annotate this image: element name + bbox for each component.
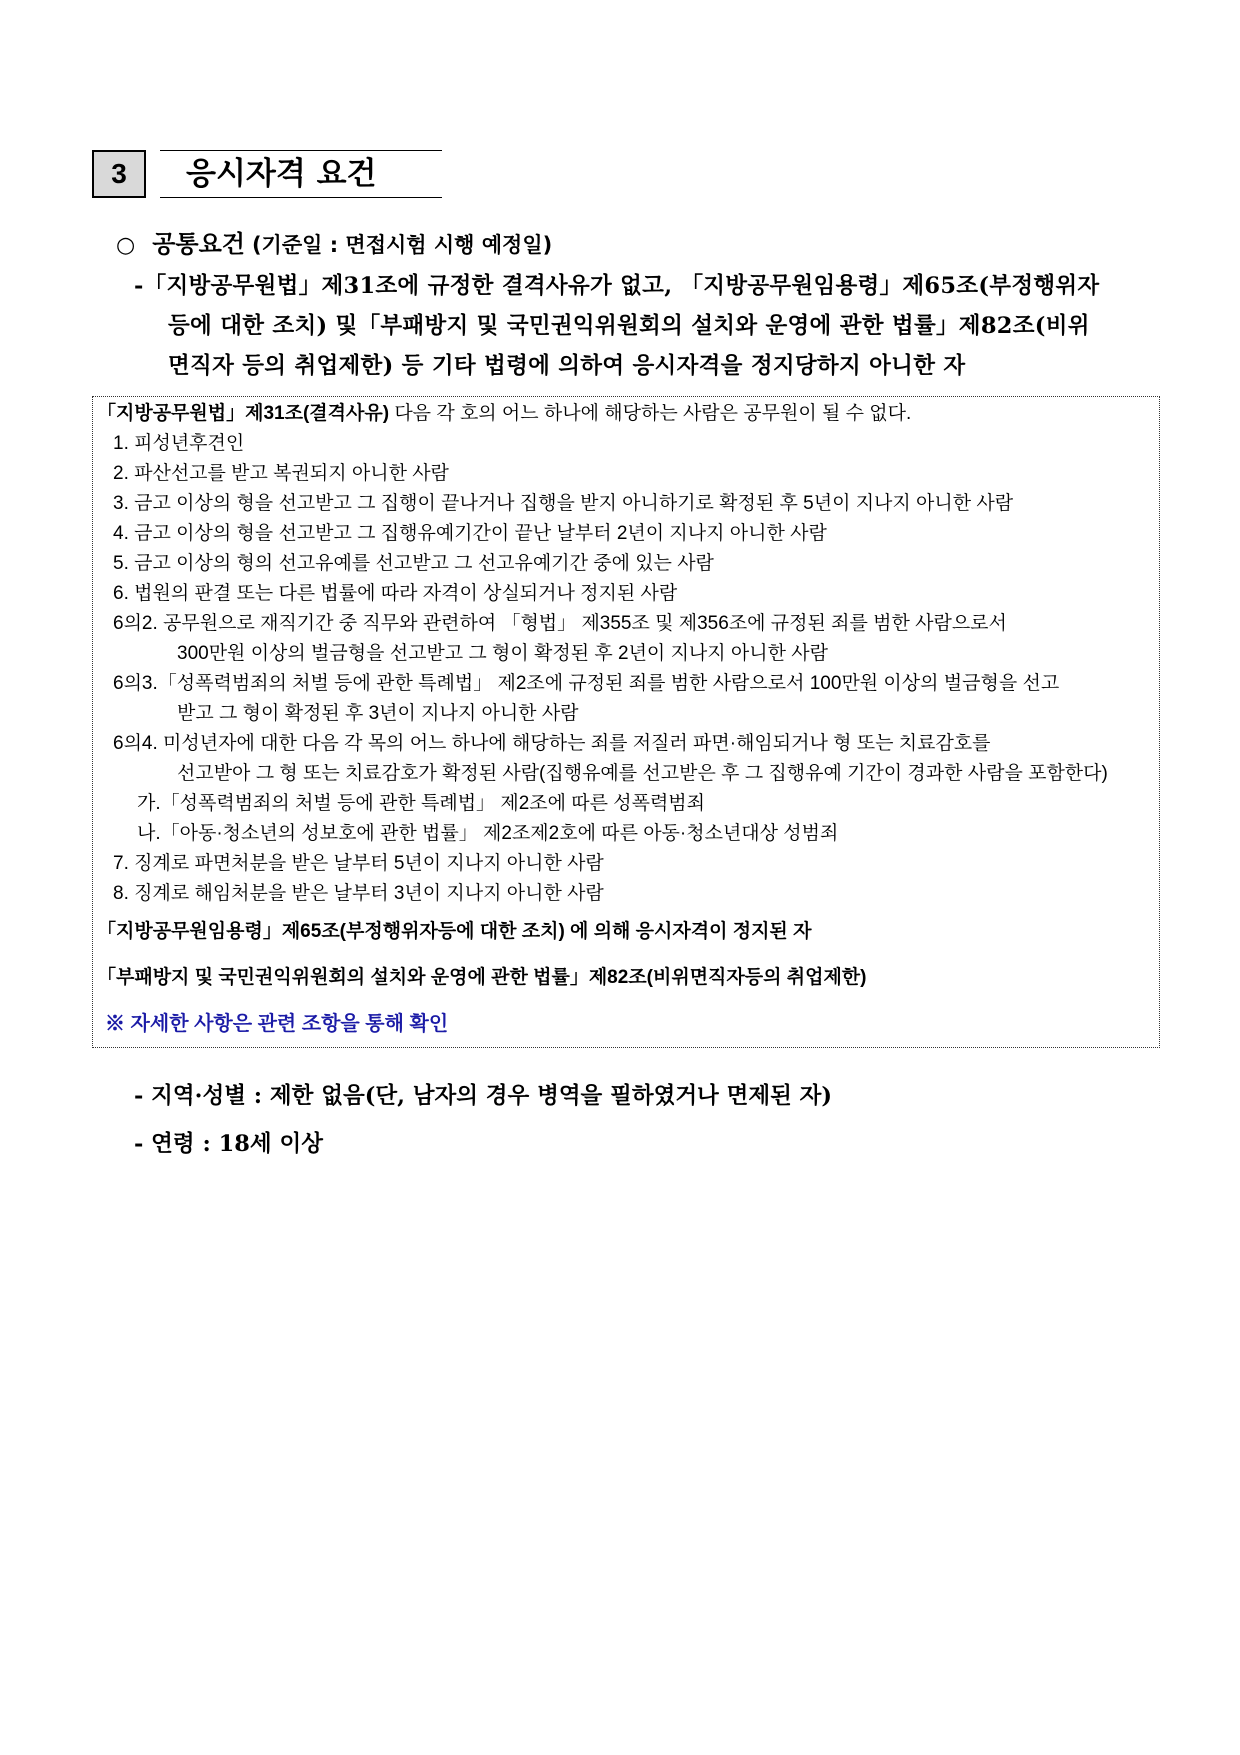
law-item-continuation: 300만원 이상의 벌금형을 선고받고 그 형이 확정된 후 2년이 지나지 아니한 사람 (177, 643, 828, 664)
law-item-continuation: 받고 그 형이 확정된 후 3년이 지나지 아니한 사람 (177, 703, 579, 724)
law-item-continuation: 선고받아 그 형 또는 치료감호가 확정된 사람(집행유예를 선고받은 후 그 집행유예 기간이 경과한 사람을 포함한다) (177, 763, 1108, 784)
law-item: 6의2. 공무원으로 재직기간 중 직무와 관련하여 「형법」 제355조 및 제356조에 규정된 죄를 범한 사람으로서 (113, 613, 1007, 634)
common-desc-line-3: 면직자 등의 취업제한) 등 기타 법령에 의하여 응시자격을 정지당하지 아니한 자 (168, 353, 966, 379)
law-item: 1. 피성년후견인 (113, 433, 245, 454)
law-item: 4. 금고 이상의 형을 선고받고 그 집행유예기간이 끝난 날부터 2년이 지나지 아니한 사람 (113, 523, 827, 544)
law-note: ※ 자세한 사항은 관련 조항을 통해 확인 (105, 1013, 449, 1035)
law-extra-anticorruption: 「부패방지 및 국민권익위원회의 설치와 운영에 관한 법률」제82조(비위면직자등의 취업제한) (97, 967, 867, 988)
law-header (97, 399, 911, 429)
law-item: 6의4. 미성년자에 대한 다음 각 목의 어느 하나에 해당하는 죄를 저질러 파면·해임되거나 형 또는 치료감호를 (113, 733, 991, 754)
age-requirement: - 연령 : 18세 이상 (134, 1131, 323, 1157)
law-subitem: 나.「아동·청소년의 성보호에 관한 법률」 제2조제2호에 따른 아동·청소년대상 성범죄 (137, 823, 839, 844)
common-requirements-heading (116, 224, 552, 259)
law-item: 2. 파산선고를 받고 복권되지 아니한 사람 (113, 463, 449, 484)
law-item: 3. 금고 이상의 형을 선고받고 그 집행이 끝나거나 집행을 받지 아니하기로 확정된 후 5년이 지나지 아니한 사람 (113, 493, 1014, 514)
law-item: 6의3.「성폭력범죄의 처벌 등에 관한 특례법」 제2조에 규정된 죄를 범한 사람으로서 100만원 이상의 벌금형을 선고 (113, 673, 1060, 694)
law-item: 8. 징계로 해임처분을 받은 날부터 3년이 지나지 아니한 사람 (113, 883, 604, 904)
law-item: 5. 금고 이상의 형의 선고유예를 선고받고 그 선고유예기간 중에 있는 사람 (113, 553, 714, 574)
common-requirements-criteria: (기준일 : 면접시험 시행 예정일) (251, 233, 553, 257)
law-subitem: 가.「성폭력범죄의 처벌 등에 관한 특례법」 제2조에 따른 성폭력범죄 (137, 793, 706, 814)
law-item: 6. 법원의 판결 또는 다른 법률에 따라 자격이 상실되거나 정지된 사람 (113, 583, 678, 604)
region-gender-requirement: - 지역·성별 : 제한 없음(단, 남자의 경우 병역을 필하였거나 면제된 자) (134, 1083, 833, 1109)
law-excerpt-box (92, 396, 1160, 1048)
law-item: 7. 징계로 파면처분을 받은 날부터 5년이 지나지 아니한 사람 (113, 853, 604, 874)
common-requirements-label: 공통요건 (152, 230, 245, 258)
section-title: 응시자격 요건 (160, 150, 442, 198)
section-header (92, 150, 442, 202)
common-desc-line-2: 등에 대한 조치) 및「부패방지 및 국민권익위원회의 설치와 운영에 관한 법률」제82조(비위 (168, 313, 1090, 339)
law-header-text: 다음 각 호의 어느 하나에 해당하는 사람은 공무원이 될 수 없다. (389, 403, 912, 424)
law-extra-decree: 「지방공무원임용령」제65조(부정행위자등에 대한 조치) 에 의해 응시자격이 정지된 자 (97, 921, 812, 942)
circle-bullet-icon: ○ (116, 233, 136, 258)
section-number: 3 (92, 150, 146, 198)
common-desc-line-1: -「지방공무원법」제31조에 규정한 결격사유가 없고, 「지방공무원임용령」제65조(부정행위자 (134, 273, 1100, 299)
law-header-title: 「지방공무원법」제31조(결격사유) (97, 403, 390, 424)
